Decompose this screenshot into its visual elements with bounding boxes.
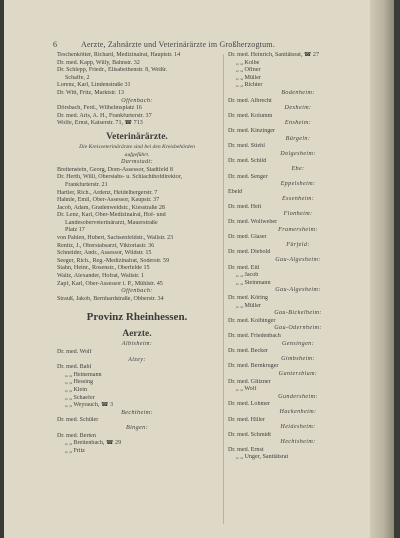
entry-line: Waltz, Alexander, Hofrat, Waltstr. 1 (57, 273, 144, 280)
entry-line: Dr. med. Kinzinger (228, 127, 276, 134)
place-heading: Darmstadt: (120, 159, 154, 166)
entry-line: Dr. med. Glitzner (228, 378, 271, 385)
entry-line: Stahn, Heinr., Rosenstr., Oberfelde 15 (57, 265, 150, 272)
entry-line: „ „ Schaefer (65, 394, 95, 401)
entry-line: Wolfe, Ernst, Kaiserstr. 71, ☎ 713 (57, 120, 143, 127)
place-heading: Bechtheim: (121, 409, 153, 416)
entry-line: Dr. med. Köring (228, 295, 268, 301)
entry-line: Dr. med. Stiehl (228, 143, 265, 150)
entry-line: Schaffe, 2 (65, 74, 90, 81)
place-heading: Bodenheim: (281, 89, 315, 96)
entry-line: Dr. med. Wolf (57, 349, 92, 355)
entry-line: Dr. med. Schild (228, 158, 267, 165)
place-heading: Flonheim: (283, 211, 313, 218)
entry-line: Strauß, Jakob, Bernhardstraße, Obberstr. 34 (57, 295, 164, 302)
entry-line: „ „ Breitenbach, ☎ 29 (65, 440, 122, 447)
book-spine-shadow (370, 0, 394, 538)
place-heading: Ebe: (291, 165, 305, 172)
place-heading: Guntersblum: (278, 370, 318, 377)
place-heading: Bingen: (125, 424, 149, 431)
place-heading: Gimbsheim: (281, 355, 315, 362)
entry-line: Dr. med. Bernkruger (228, 363, 279, 370)
entry-line: Dr. med. Wollweber (228, 219, 278, 226)
entry-line: Dr. Witt, Fritz, Marktstr. 13 (57, 89, 125, 96)
entry-line: Jacob, Adam, Gradenweidstr., Kiesstraße 28 (57, 204, 165, 211)
entry-line: „ „ Wolf (236, 386, 257, 393)
entry-line: Dr. med. Kolumm (228, 112, 273, 119)
entry-line: „ „ Weyrauch, ☎ 3 (65, 402, 114, 409)
entry-line: Dr. med. Senger (228, 173, 268, 180)
entry-line: Dr. med. Lohmer (228, 401, 270, 408)
column-divider (223, 54, 224, 524)
page-number: 6 (53, 40, 57, 49)
entry-line: „ „ Hessing (65, 379, 94, 386)
entry-line: Schneider, Andr., Assessor, Wildstr. 15 (57, 250, 152, 257)
entry-line: „ „ Klein (65, 386, 87, 393)
entry-line: Landesoberveterinärarzt, Mauerstraße (65, 219, 158, 226)
entry-line: Dr. med. Eitl (228, 264, 260, 271)
place-heading: Eppelsheim: (280, 181, 316, 188)
place-heading: Gau-Odernheim: (274, 325, 322, 332)
place-heading: Heidesheim: (280, 424, 316, 431)
entry-line: „ „ Steinmann (236, 279, 271, 286)
place-heading: Dolgesheim: (280, 150, 316, 157)
entry-line: Ebeld (228, 188, 243, 195)
entry-line: „ „ Richter (236, 82, 263, 89)
note-line: aufgeführt. (124, 151, 150, 158)
entry-line: „ „ Kolbe (236, 59, 260, 66)
entry-line: Lorenz, Karl, Lindenstraße 31 (57, 82, 131, 89)
section-heading: Aerzte. (122, 329, 152, 340)
entry-line: Dörsbach, Ferd., Wilhelmsplatz 16 (57, 105, 142, 112)
entry-line: „ „ Müller (236, 74, 262, 81)
entry-line: „ „ Jacob (236, 272, 259, 279)
place-heading: Offenbach: (121, 288, 153, 295)
place-heading: Gensingen: (281, 340, 315, 347)
entry-line: Dr. med. Schüler (57, 417, 99, 424)
entry-line: Dr. med. Berten (57, 432, 96, 439)
entry-line: Frankfurterstr. 21 (65, 181, 108, 188)
place-heading: Gau-Algesheim: (275, 287, 321, 294)
entry-line: Dr. med. Becker (228, 348, 268, 355)
entry-line: Breitenstein, Georg, Dom-Assessor, Stadtfeld 8 (57, 166, 173, 173)
entry-line: Dr. med. Glaser (228, 234, 267, 241)
entry-line: Dr. med. Kolbinger (228, 317, 276, 324)
place-heading: Albisheim: (121, 341, 153, 348)
entry-line: Teschenkötter, Richard, Medizinalrat, Hauptstr. 14 (57, 52, 181, 58)
place-heading: Hackenheim: (279, 408, 317, 415)
entry-line: Dr. med. Albrecht (228, 97, 272, 104)
entry-line: Dr. Herth, Willi, Oberstabs- u. Schlachthofdirektor, (57, 174, 182, 181)
entry-line: Seeger, Rich., Reg.-Medizinalrat, Soderstr. 59 (57, 257, 170, 264)
entry-line: Dr. med. Schmidt (228, 431, 271, 438)
entry-line: Dr. med. Ernst (228, 446, 264, 453)
place-heading: Gau-Bickelheim: (274, 310, 322, 317)
entry-line: Renitz, J., Oberstabsarzt, Viktoriastr. 36 (57, 242, 155, 249)
entry-line: „ „ Offner (236, 67, 261, 74)
note-line: Die Kreisveterinärärzte sind bei den Kreisbehörden (79, 143, 195, 150)
entry-line: Dr. med. Diebold (228, 249, 271, 256)
place-heading: Essenheim: (281, 196, 315, 203)
entry-line: Dr. Schlepp, Friedr., Elisabethenstr. 8, Weißr. (57, 67, 168, 74)
entry-line: „ „ Heinemann (65, 371, 102, 378)
running-header (53, 40, 353, 52)
place-heading: Gau-Algesheim: (275, 257, 321, 264)
place-heading: Hechtsheim: (280, 439, 316, 446)
entry-line: Dr. med. Heinrich, Sanitätsrat, ☎ 27 (228, 52, 320, 58)
right-column (228, 52, 368, 462)
entry-line: Hartler, Rich., Ardenz, Heidelbergerstr. 7 (57, 189, 158, 196)
place-heading: Fürfeld: (286, 241, 310, 248)
entry-line: Dr. Lenz, Karl, Ober-Medizinalrat, Hof- und (57, 212, 166, 219)
place-heading: Ensheim: (284, 120, 312, 127)
province-heading: Provinz Rheinhessen. (86, 311, 188, 324)
place-heading: Bürgeln: (285, 135, 311, 142)
entry-line: von Pahlen, Hubert, Sachsenfeldstr., Wallstr. 23 (57, 235, 174, 242)
place-heading: Gundersheim: (278, 393, 318, 400)
entry-line: „ „ Unger, Sanitätsrat (236, 454, 289, 461)
section-heading: Veterinärärzte. (106, 131, 168, 142)
entry-line: Platz 17 (65, 227, 85, 234)
place-heading: Offenbach: (121, 97, 153, 104)
entry-line: Dr. med. Kapp, Willy, Bahnstr. 32 (57, 59, 140, 66)
entry-line: Dr. med. Babl (57, 364, 92, 371)
place-heading: Dexheim: (284, 105, 312, 112)
entry-line: Hahnle, Emil, Ober-Assessor, Kaupstr. 37 (57, 197, 160, 204)
entry-line: Dr. med. Aris, A. H., Frankfurterstr. 37 (57, 112, 152, 119)
entry-line: Dr. med. Hiller (228, 416, 265, 423)
entry-line: Dr. med. Friedenbach (228, 332, 281, 339)
left-column (57, 52, 217, 455)
entry-line: „ „ Fritz (65, 447, 85, 454)
entry-line: „ „ Müller (236, 302, 262, 309)
place-heading: Framersheim: (278, 226, 318, 233)
entry-line: Zapf, Karl, Ober-Assessor i. P., Mühlstr. 45 (57, 280, 163, 287)
entry-line: Dr. med. Heit (228, 203, 262, 210)
running-title: Aerzte, Zahnärzte und Veterinärärzte im Großherzogtum. (81, 40, 275, 49)
place-heading: Alzey: (128, 356, 146, 363)
